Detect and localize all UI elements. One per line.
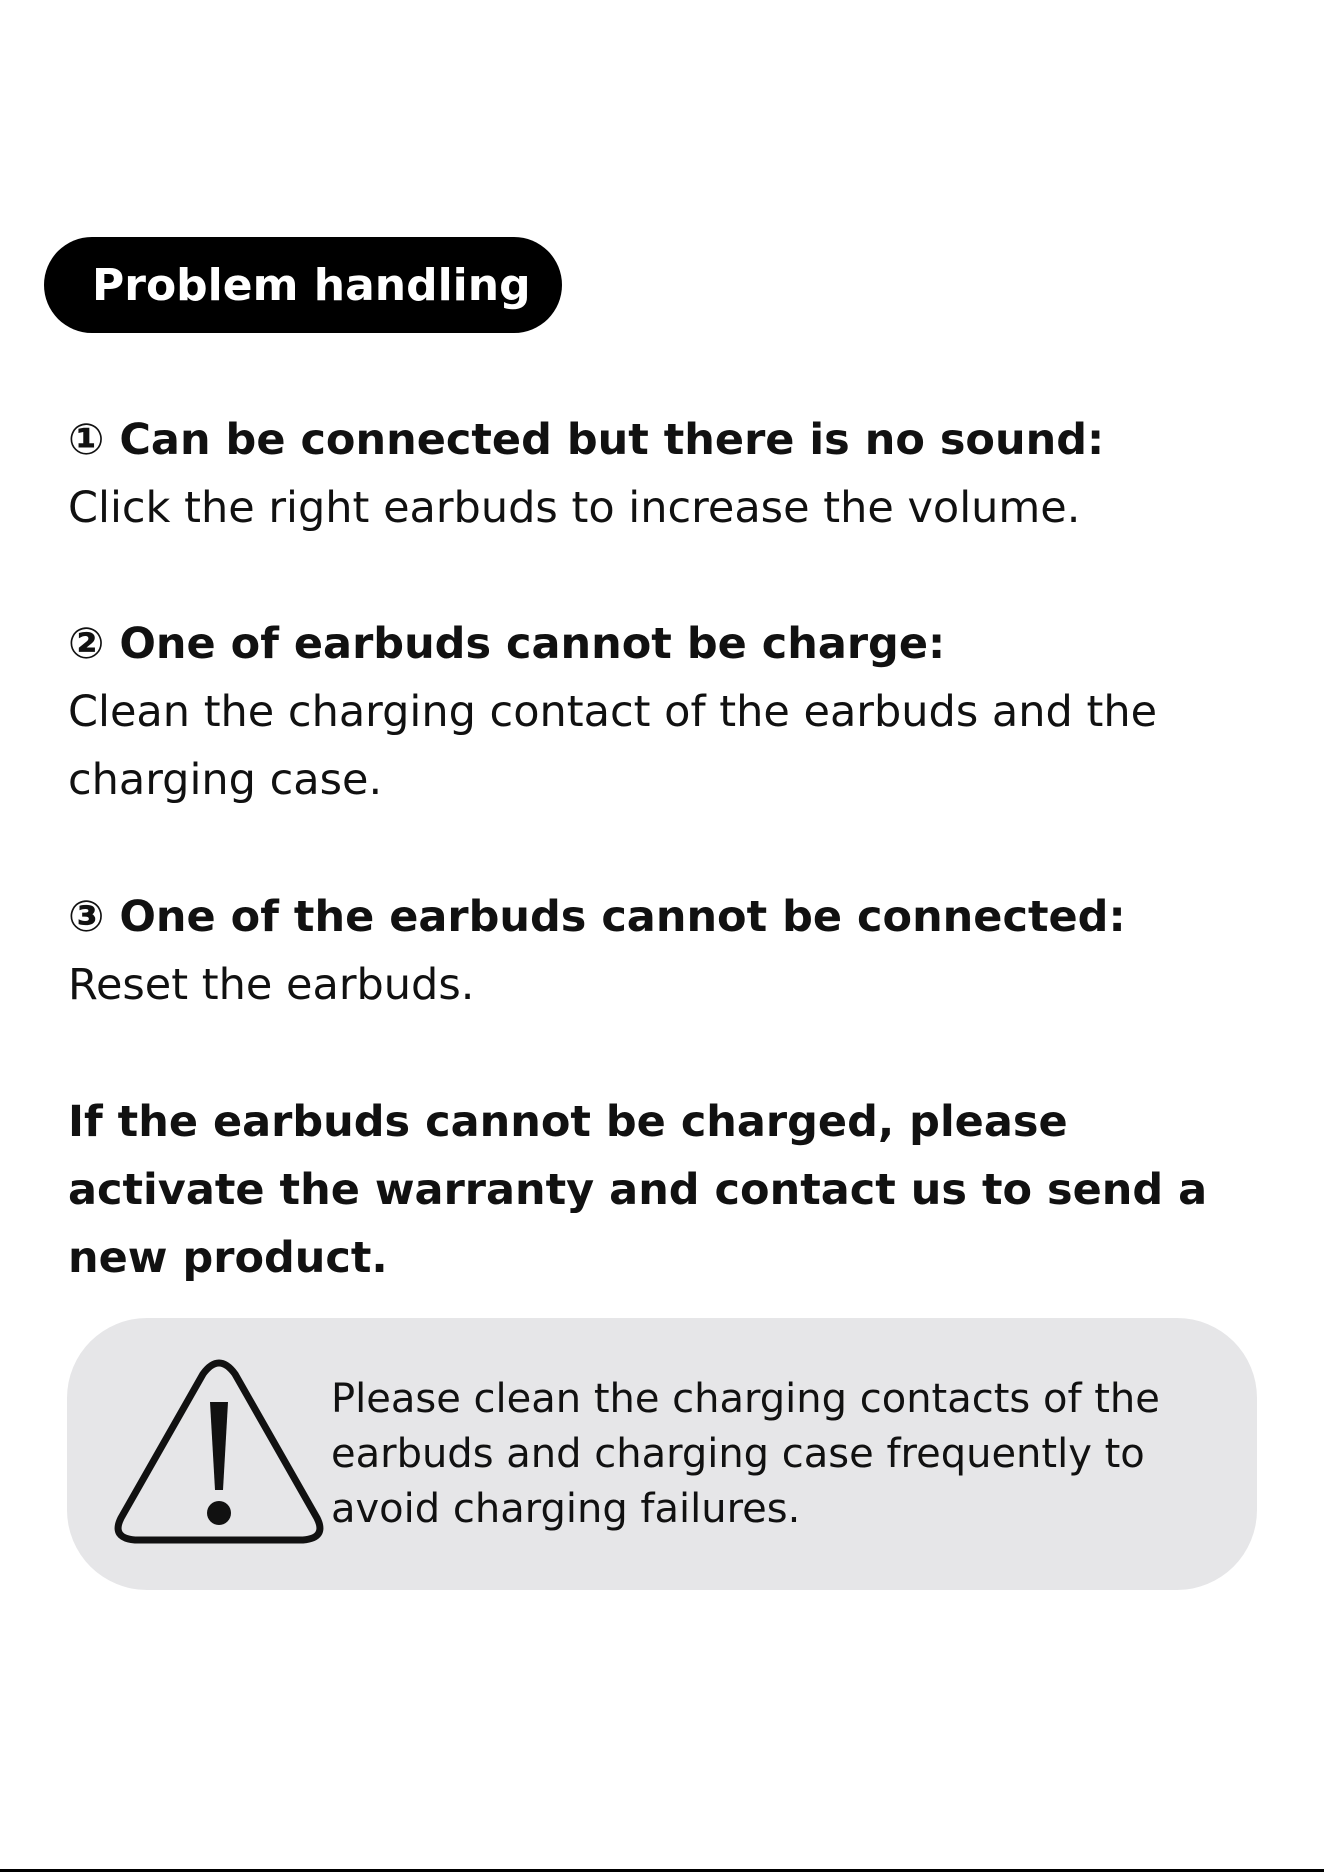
item-heading: ③ One of the earbuds cannot be connected: xyxy=(68,892,1126,942)
warning-callout xyxy=(67,1318,1257,1590)
section-title: Problem handling xyxy=(92,259,531,311)
troubleshooting-item-1 xyxy=(68,406,1268,542)
section-title-badge xyxy=(44,237,562,333)
item-heading: ① Can be connected but there is no sound: xyxy=(68,415,1105,465)
item-body: Reset the earbuds. xyxy=(68,960,475,1010)
troubleshooting-item-2 xyxy=(68,610,1268,814)
item-body: Clean the charging contact of the earbuds and the charging case. xyxy=(68,687,1158,805)
item-body: Click the right earbuds to increase the volume. xyxy=(68,483,1081,533)
warning-triangle-icon xyxy=(113,1358,325,1546)
item-heading: ② One of earbuds cannot be charge: xyxy=(68,619,946,669)
warning-text: Please clean the charging contacts of the earbuds and charging case frequently to avoid charging failures. xyxy=(331,1376,1160,1532)
troubleshooting-item-3 xyxy=(68,883,1268,1019)
warranty-note: If the earbuds cannot be charged, please activate the warranty and contact us to send a new product. xyxy=(68,1097,1208,1283)
